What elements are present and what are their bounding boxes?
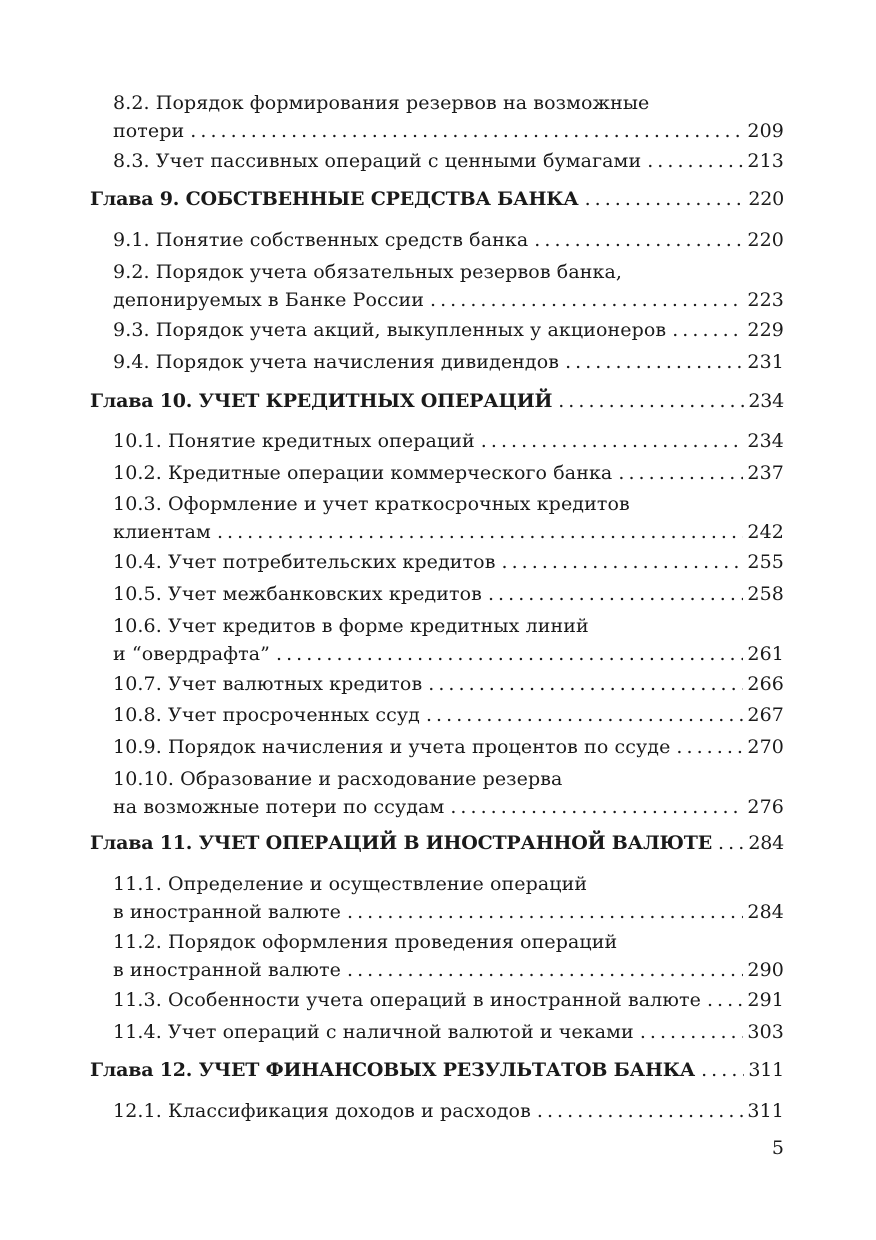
dot-leader [481,427,744,455]
toc-page-number: 213 [747,150,784,172]
toc-page-number: 291 [747,989,784,1011]
toc-chapter-title: Глава 12. УЧЕТ ФИНАНСОВЫХ РЕЗУЛЬТАТОВ БАНКА [90,1059,696,1081]
dot-leader [347,898,743,926]
toc-page-number: 311 [748,1059,784,1081]
toc-page-number: 261 [747,643,784,665]
toc-entry[interactable] [113,580,784,608]
toc-page-number: 255 [747,551,784,573]
toc-entry-title: депонируемых в Банке России [113,289,424,311]
dot-leader [676,733,743,761]
toc-entry-title: 8.3. Учет пассивных операций с ценными бумагами [113,150,642,172]
dot-leader [640,1018,744,1046]
toc-entry-title-line1: 9.2. Порядок учета обязательных резервов банка, [113,261,623,283]
toc-page-number: 209 [747,120,784,142]
dot-leader [347,956,743,984]
toc-entry[interactable] [113,316,784,344]
toc-chapter[interactable] [90,185,784,213]
dot-leader [428,670,743,698]
toc-entry[interactable] [113,928,784,984]
toc-entry-title: на возможные потери по ссудам [113,796,445,818]
dot-leader [618,459,743,487]
toc-page-number: 229 [747,319,784,341]
dot-leader [701,1056,744,1084]
toc-entry-title: клиентам [113,521,211,543]
dot-leader [426,701,743,729]
toc-chapter-title: Глава 9. СОБСТВЕННЫЕ СРЕДСТВА БАНКА [90,188,579,210]
toc-page-number: 284 [747,901,784,923]
toc-entry-title-line1: 8.2. Порядок формирования резервов на возможные [113,92,650,114]
toc-entry[interactable] [113,670,784,698]
toc-page-number: 234 [747,430,784,452]
toc-chapter[interactable] [90,387,784,415]
toc-entry[interactable] [113,427,784,455]
toc-entry-title: 10.8. Учет просроченных ссуд [113,704,420,726]
toc-page-number: 258 [747,583,784,605]
toc-entry-title: 10.9. Порядок начисления и учета процентов по ссуде [113,736,671,758]
toc-page-number: 276 [747,796,784,818]
dot-leader [707,986,743,1014]
toc-page-number: 237 [747,462,784,484]
toc-page-number: 220 [747,229,784,251]
toc-entry[interactable] [113,490,784,546]
dot-leader [672,316,743,344]
toc-entry-title: 10.2. Кредитные операции коммерческого банка [113,462,613,484]
dot-leader [534,226,743,254]
toc-page-number: 223 [747,289,784,311]
toc-entry-title-line1: 11.2. Порядок оформления проведения операций [113,931,618,953]
toc-chapter-title: Глава 10. УЧЕТ КРЕДИТНЫХ ОПЕРАЦИЙ [90,390,553,412]
toc-page-number: 290 [747,959,784,981]
toc-entry[interactable] [113,765,784,821]
toc-entry-title-line1: 10.6. Учет кредитов в форме кредитных линий [113,615,589,637]
toc-page-number: 270 [747,736,784,758]
page-number: 5 [771,1137,784,1159]
dot-leader [558,387,744,415]
toc-page-number: 311 [747,1100,784,1122]
toc-chapter[interactable] [90,829,784,857]
toc-entry-title: в иностранной валюте [113,901,342,923]
toc-entry[interactable] [113,1018,784,1046]
toc-entry[interactable] [113,459,784,487]
toc-page-number: 303 [747,1021,784,1043]
dot-leader [430,286,743,314]
toc-entry-title-line1: 10.10. Образование и расходование резерва [113,768,563,790]
toc-entry-title: 9.3. Порядок учета акций, выкупленных у акционеров [113,319,667,341]
dot-leader [502,548,744,576]
toc-entry-title: 10.5. Учет межбанковских кредитов [113,583,482,605]
toc-entry-title: 11.3. Особенности учета операций в иностранной валюте [113,989,701,1011]
toc-entry[interactable] [113,147,784,175]
toc-entry-title: 11.4. Учет операций с наличной валютой и чеками [113,1021,634,1043]
toc-page-number: 266 [747,673,784,695]
toc-chapter[interactable] [90,1056,784,1084]
toc-page-number: 242 [747,521,784,543]
dot-leader [565,348,743,376]
toc-entry-title: в иностранной валюте [113,959,342,981]
toc-entry-title: 12.1. Классификация доходов и расходов [113,1100,531,1122]
toc-entry-title: 10.4. Учет потребительских кредитов [113,551,496,573]
toc-entry[interactable] [113,89,784,145]
toc-entry-title: 10.7. Учет валютных кредитов [113,673,423,695]
dot-leader [647,147,743,175]
toc-entry[interactable] [113,348,784,376]
toc-page-number: 267 [747,704,784,726]
toc-entry-title: 10.1. Понятие кредитных операций [113,430,475,452]
toc-page-number: 220 [748,188,784,210]
toc-entry[interactable] [113,548,784,576]
dot-leader [488,580,743,608]
toc-page-number: 284 [748,832,784,854]
toc-entry[interactable] [113,612,784,668]
dot-leader [276,640,743,668]
dot-leader [190,117,743,145]
toc-page-number: 234 [748,390,784,412]
toc-entry[interactable] [113,258,784,314]
toc-entry-title-line1: 10.3. Оформление и учет краткосрочных кредитов [113,493,630,515]
dot-leader [537,1097,744,1125]
dot-leader [450,793,743,821]
toc-entry[interactable] [113,733,784,761]
toc-entry-title: 9.4. Порядок учета начисления дивидендов [113,351,560,373]
toc-entry-title: потери [113,120,185,142]
toc-entry-title: 9.1. Понятие собственных средств банка [113,229,529,251]
toc-page-number: 231 [747,351,784,373]
toc-entry[interactable] [113,701,784,729]
toc-chapter-title: Глава 11. УЧЕТ ОПЕРАЦИЙ В ИНОСТРАННОЙ ВАЛЮТЕ [90,832,713,854]
toc-entry-title-line1: 11.1. Определение и осуществление операций [113,873,588,895]
toc-entry[interactable] [113,986,784,1014]
toc-entry-title: и “овердрафта” [113,643,270,665]
toc-entry[interactable] [113,1097,784,1125]
toc-entry[interactable] [113,226,784,254]
dot-leader [217,518,743,546]
dot-leader [718,829,744,857]
dot-leader [585,185,745,213]
toc-entry[interactable] [113,870,784,926]
